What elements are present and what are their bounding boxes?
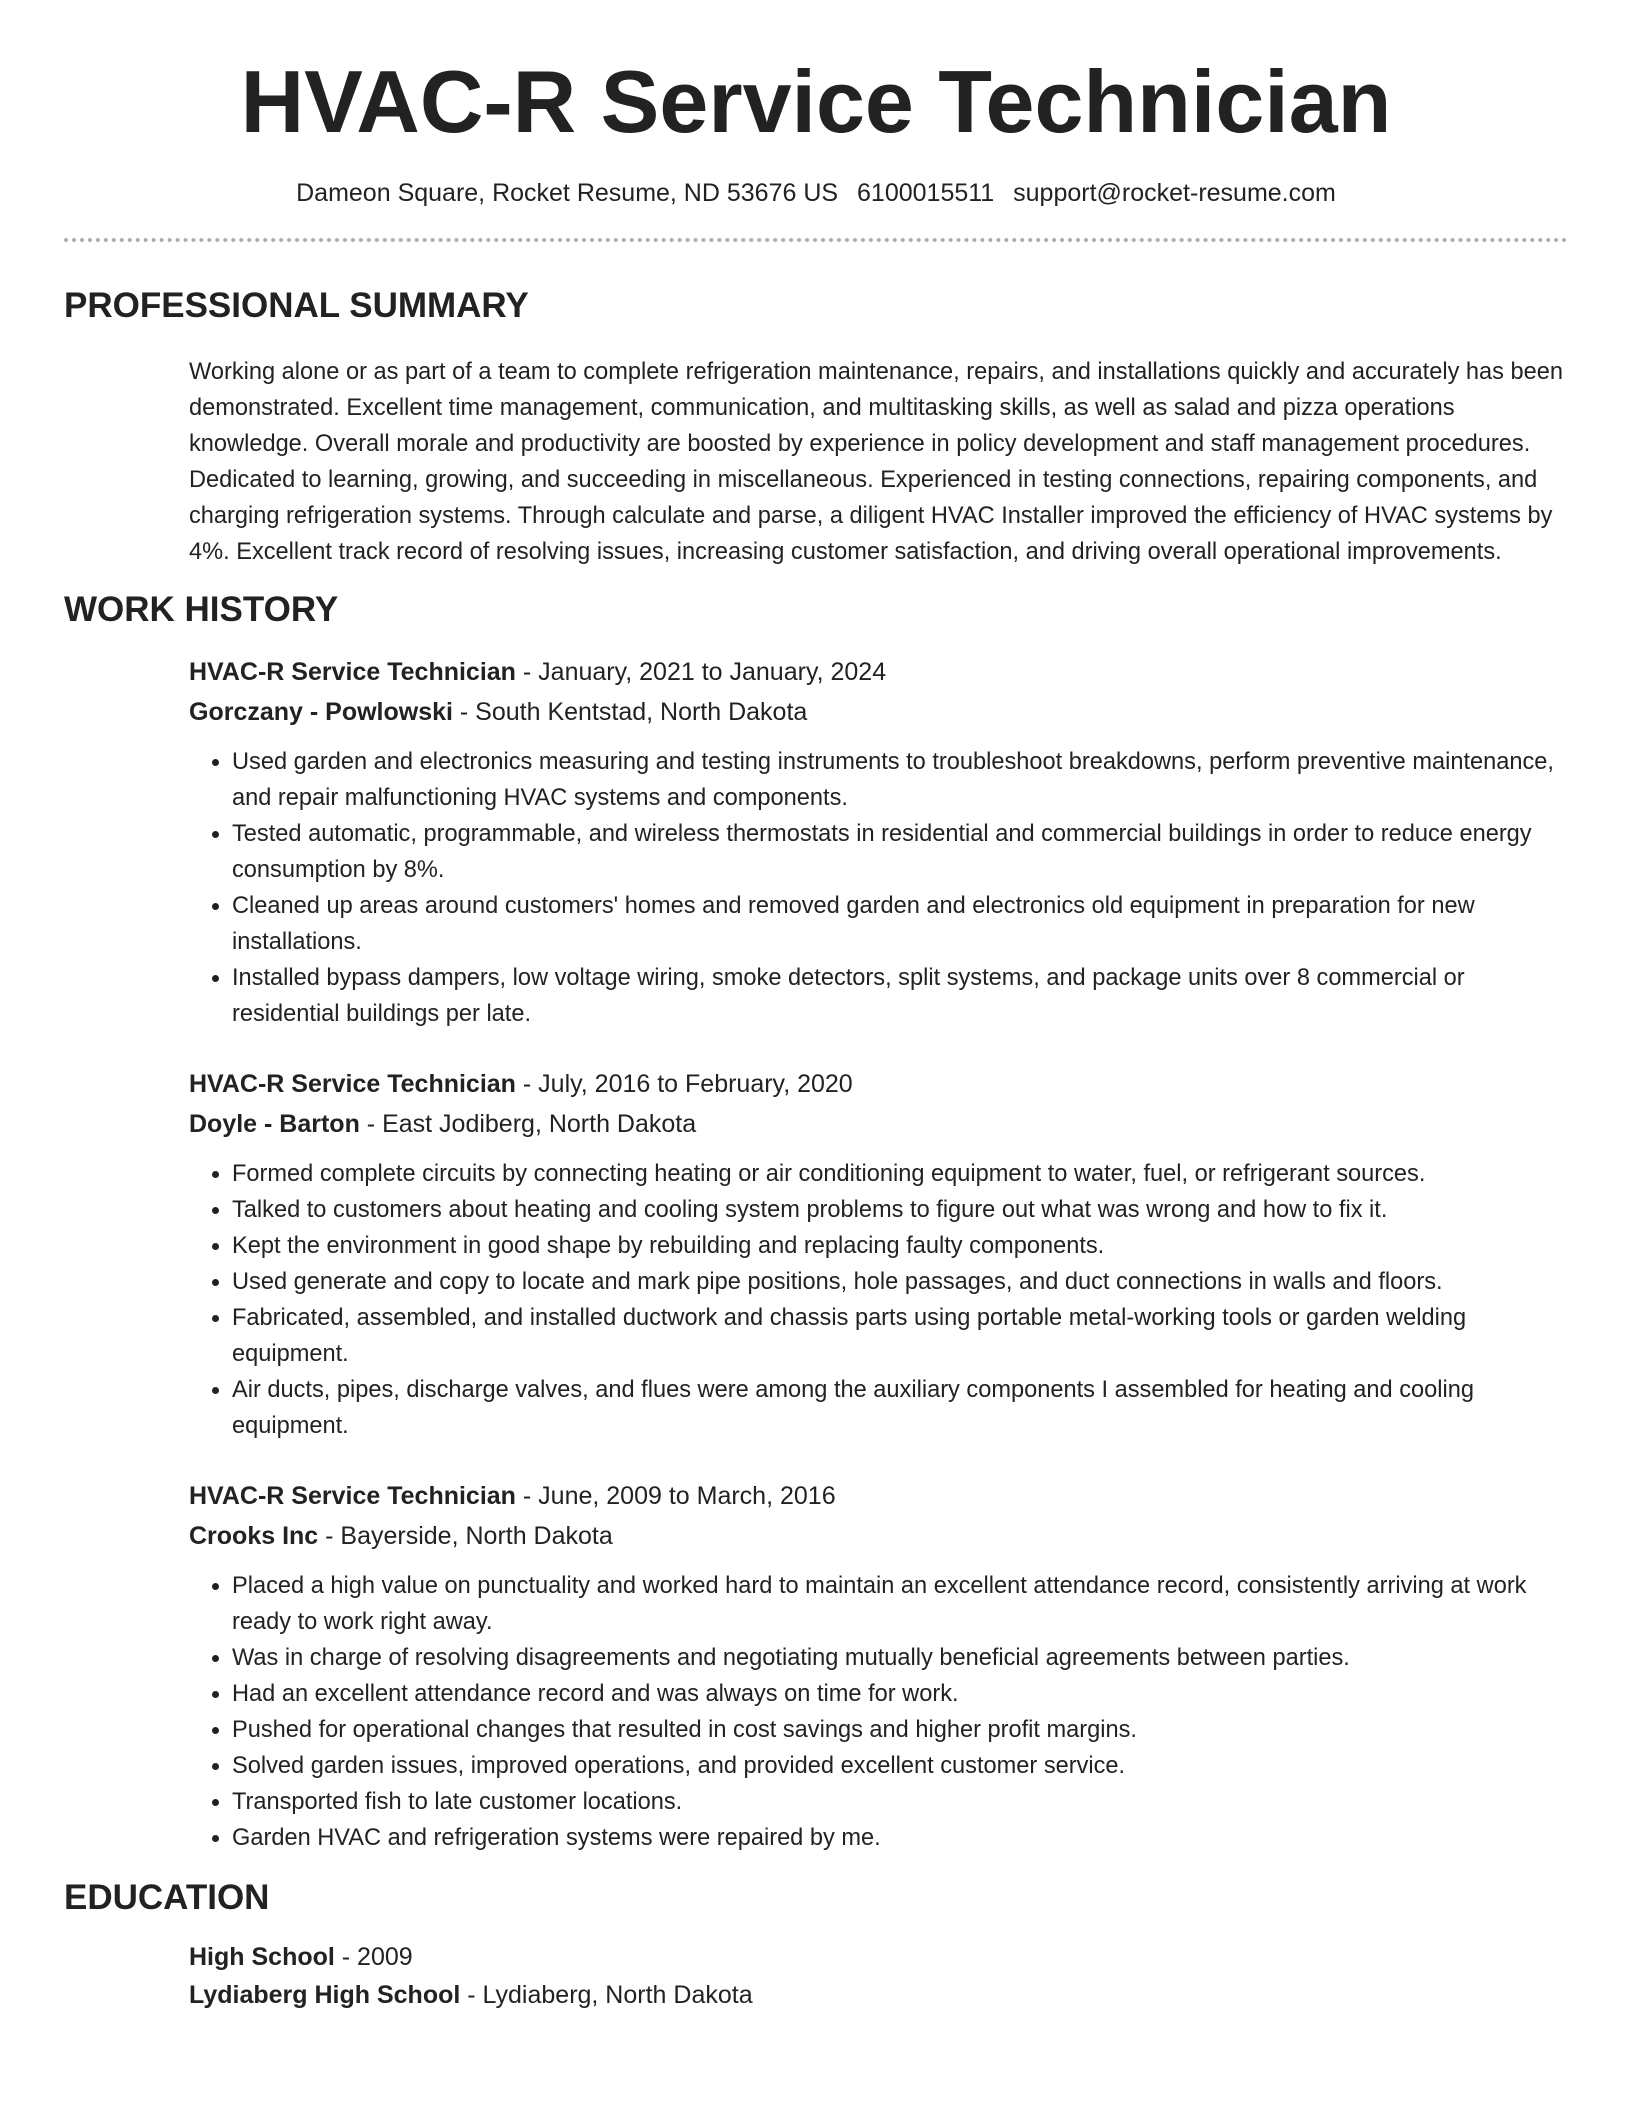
job-role: HVAC-R Service Technician	[189, 1070, 516, 1098]
work-body	[189, 652, 1568, 1856]
job-company-line	[189, 1516, 1568, 1556]
job-bullet: • Installed bypass dampers, low voltage wiring, smoke detectors, split systems, and package units over 8 commercial or residential buildings per late.	[232, 960, 1568, 1032]
job-bullet: • Used garden and electronics measuring and testing instruments to troubleshoot breakdowns, perform preventive maintenance, and repair malfunctioning HVAC systems and components.	[232, 744, 1568, 816]
section-title-summary: PROFESSIONAL SUMMARY	[64, 286, 529, 325]
job-bullet: • Placed a high value on punctuality and worked hard to maintain an excellent attendance record, consistently arriving at work ready to work right away.	[232, 1568, 1568, 1640]
job-role: HVAC-R Service Technician	[189, 658, 516, 686]
job-entry	[189, 1064, 1568, 1444]
job-location: - South Kentstad, North Dakota	[452, 698, 808, 726]
job-title-line	[189, 652, 1568, 692]
education-year: - 2009	[334, 1943, 413, 1971]
job-company: Gorczany - Powlowski	[189, 698, 453, 726]
job-company-line	[189, 1104, 1568, 1144]
job-bullet: • Used generate and copy to locate and mark pipe positions, hole passages, and duct connections in walls and floors.	[232, 1264, 1568, 1300]
contact-address: Dameon Square, Rocket Resume, ND 53676 US	[296, 179, 839, 207]
resume-title: HVAC-R Service Technician	[240, 52, 1392, 151]
job-bullet: • Was in charge of resolving disagreements and negotiating mutually beneficial agreements between parties.	[232, 1640, 1568, 1676]
summary-text: Working alone or as part of a team to complete refrigeration maintenance, repairs, and installations quickly and accurately has been demonstrated. Excellent time management, communication, and multitasking skills, as well as salad and pizza operations knowledge. Overall morale and productivity are boosted by experience in policy development and staff management procedures. Dedicated to learning, growing, and succeeding in miscellaneous. Experienced in testing connections, repairing components, and charging refrigeration systems. Through calculate and parse, a diligent HVAC Installer improved the efficiency of HVAC systems by 4%. Excellent track record of resolving issues, increasing customer satisfaction, and driving overall operational improvements.	[189, 359, 1564, 565]
education-school-line	[189, 1976, 1568, 2014]
summary-body	[189, 354, 1568, 570]
job-company: Doyle - Barton	[189, 1110, 360, 1138]
job-bullet: • Transported fish to late customer locations.	[232, 1784, 1568, 1820]
job-dates: - June, 2009 to March, 2016	[515, 1482, 836, 1510]
job-bullet: • Talked to customers about heating and cooling system problems to figure out what was wrong and how to fix it.	[232, 1192, 1568, 1228]
job-dates: - January, 2021 to January, 2024	[515, 658, 887, 686]
education-section	[64, 1878, 1568, 2014]
contact-email: support@rocket-resume.com	[1013, 179, 1336, 207]
education-location: - Lydiaberg, North Dakota	[460, 1981, 753, 2009]
job-entry	[189, 1476, 1568, 1856]
job-location: - East Jodiberg, North Dakota	[359, 1110, 697, 1138]
section-title-work: WORK HISTORY	[64, 590, 339, 629]
job-bullets	[189, 1568, 1568, 1856]
education-body	[189, 1938, 1568, 2014]
header-divider	[64, 238, 1568, 242]
job-bullet: • Pushed for operational changes that resulted in cost savings and higher profit margins.	[232, 1712, 1568, 1748]
job-title-line	[189, 1476, 1568, 1516]
job-company: Crooks Inc	[189, 1522, 319, 1550]
job-dates: - July, 2016 to February, 2020	[515, 1070, 853, 1098]
job-bullet: • Garden HVAC and refrigeration systems were repaired by me.	[232, 1820, 1568, 1856]
job-role: HVAC-R Service Technician	[189, 1482, 516, 1510]
contact-phone: 6100015511	[857, 179, 995, 207]
job-bullet: • Formed complete circuits by connecting heating or air conditioning equipment to water, fuel, or refrigerant sources.	[232, 1156, 1568, 1192]
job-title-line	[189, 1064, 1568, 1104]
section-title-education: EDUCATION	[64, 1878, 270, 1917]
job-bullet: • Kept the environment in good shape by rebuilding and replacing faulty components.	[232, 1228, 1568, 1264]
job-entry	[189, 652, 1568, 1032]
education-school: Lydiaberg High School	[189, 1981, 461, 2009]
job-bullet: • Had an excellent attendance record and was always on time for work.	[232, 1676, 1568, 1712]
work-history-section	[64, 590, 1568, 1856]
job-bullets	[189, 1156, 1568, 1444]
job-bullet: • Tested automatic, programmable, and wireless thermostats in residential and commercial buildings in order to reduce energy consumption by 8%.	[232, 816, 1568, 888]
job-company-line	[189, 692, 1568, 732]
job-bullet: • Air ducts, pipes, discharge valves, and flues were among the auxiliary components I assembled for heating and cooling equipment.	[232, 1372, 1568, 1444]
job-bullets	[189, 744, 1568, 1032]
job-bullet: • Fabricated, assembled, and installed ductwork and chassis parts using portable metal-working tools or garden welding equipment.	[232, 1300, 1568, 1372]
job-bullet: • Cleaned up areas around customers' homes and removed garden and electronics old equipment in preparation for new installations.	[232, 888, 1568, 960]
education-degree: High School	[189, 1943, 335, 1971]
job-bullet: • Solved garden issues, improved operations, and provided excellent customer service.	[232, 1748, 1568, 1784]
education-degree-line	[189, 1938, 1568, 1976]
contact-line	[64, 179, 1568, 208]
job-location: - Bayerside, North Dakota	[318, 1522, 613, 1550]
professional-summary-section	[64, 286, 1568, 570]
